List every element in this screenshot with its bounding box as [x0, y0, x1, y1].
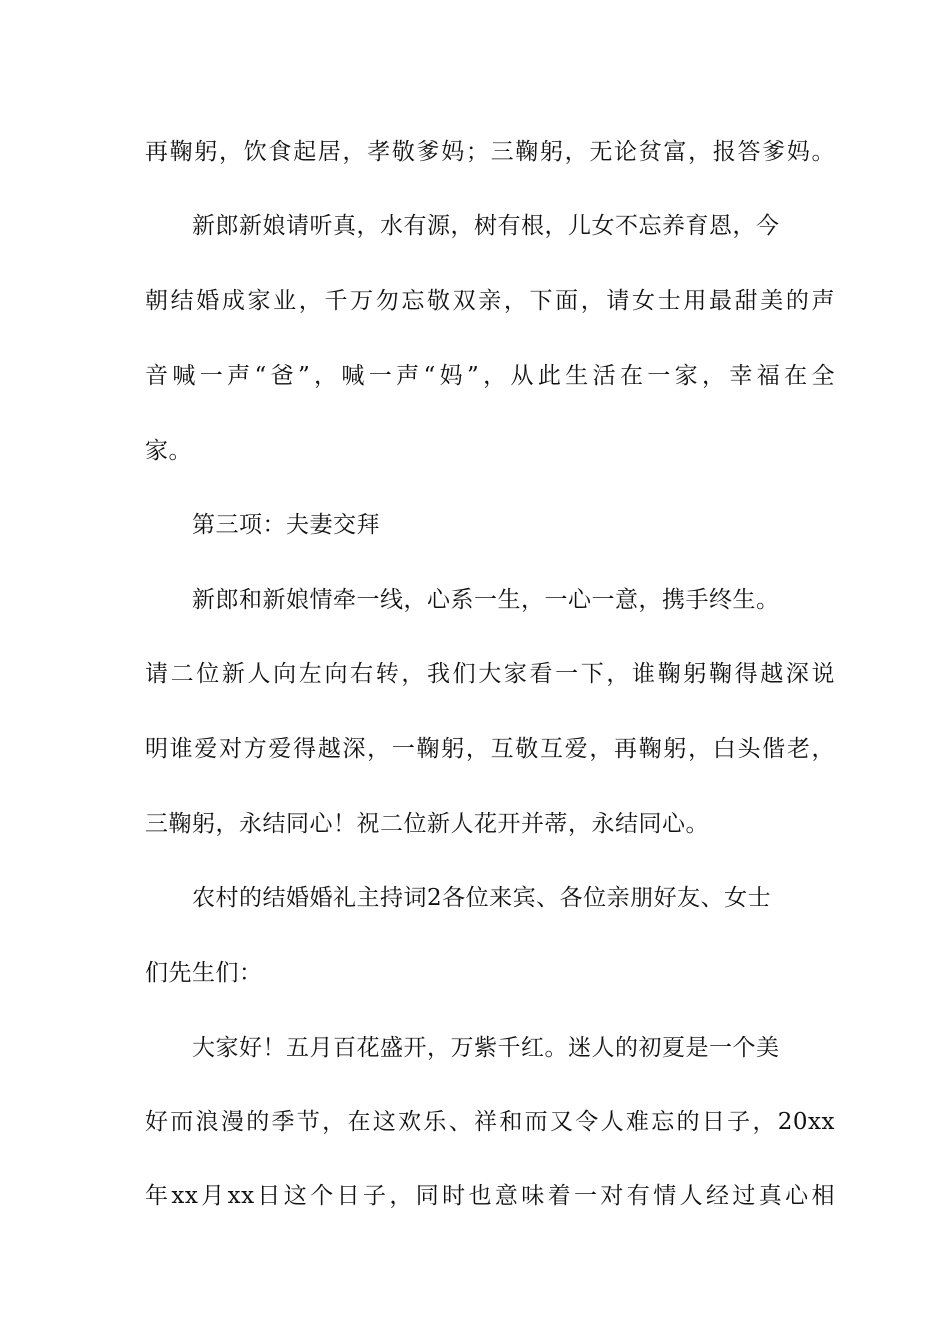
text-line-5: 家。	[145, 438, 192, 464]
section-heading: 第三项：夫妻交拜	[192, 512, 380, 538]
text-line-3: 朝结婚成家业，千万勿忘敬双亲，下面，请女士用最甜美的声	[145, 288, 835, 314]
text-line-9: 明谁爱对方爱得越深，一鞠躬，互敬互爱，再鞠躬，白头偕老，	[145, 736, 835, 762]
text-line-11: 农村的结婚婚礼主持词2各位来宾、各位亲朋好友、女士	[192, 885, 772, 911]
text-line-13: 大家好！五月百花盛开，万紫千红。迷人的初夏是一个美	[192, 1035, 780, 1061]
text-line-14: 好而浪漫的季节，在这欢乐、祥和而又令人难忘的日子，20xx	[145, 1109, 835, 1135]
text-line-7: 新郎和新娘情牵一线，心系一生，一心一意，携手终生。	[192, 587, 780, 613]
text-line-15: 年xx月xx日这个日子，同时也意味着一对有情人经过真心相	[145, 1183, 835, 1209]
text-line-4: 音喊一声“爸”，喊一声“妈”，从此生活在一家，幸福在全	[145, 363, 835, 389]
text-line-1: 再鞠躬，饮食起居，孝敬爹妈；三鞠躬，无论贫富，报答爹妈。	[145, 139, 835, 165]
text-line-12: 们先生们：	[145, 960, 263, 986]
text-line-2: 新郎新娘请听真，水有源，树有根，儿女不忘养育恩，今	[192, 213, 780, 239]
text-line-8: 请二位新人向左向右转，我们大家看一下，谁鞠躬鞠得越深说	[145, 661, 835, 687]
text-line-10: 三鞠躬，永结同心！祝二位新人花开并蒂，永结同心。	[145, 811, 709, 837]
